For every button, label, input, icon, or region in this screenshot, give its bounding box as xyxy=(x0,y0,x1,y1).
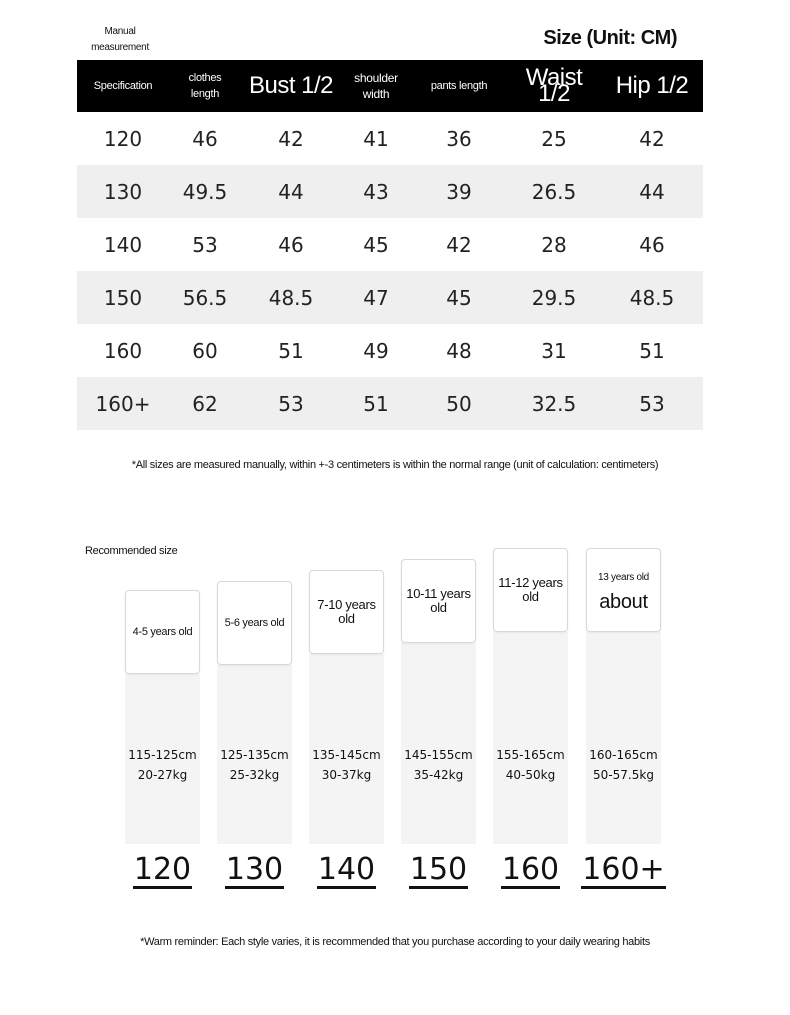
table-cell: 45 xyxy=(411,271,507,324)
table-cell: 46 xyxy=(639,232,665,257)
header-cell-waist: Waist 1/2 xyxy=(507,60,601,112)
table-cell: 36 xyxy=(446,126,472,151)
size-number: 130 xyxy=(225,852,284,887)
measurement-note: *All sizes are measured manually, within +-3 centimeters is within the normal range (unit of calculation: centimeters) xyxy=(131,459,659,471)
table-cell: 140 xyxy=(103,232,143,257)
table-cell: 39 xyxy=(411,165,507,218)
size-number: 160 xyxy=(501,852,560,887)
manual-line-1: Manual xyxy=(104,26,136,37)
height-weight: 125-135cm 25-32kg xyxy=(220,748,289,782)
table-cell: 25 xyxy=(541,126,567,151)
table-cell: 42 xyxy=(446,232,472,257)
table-cell: 51 xyxy=(341,377,411,430)
table-header-row xyxy=(77,60,703,112)
header-cell-hip: Hip 1/2 xyxy=(601,60,703,112)
table-cell: 53 xyxy=(601,377,703,430)
table-row xyxy=(77,271,703,324)
table-cell: 160 xyxy=(103,338,143,363)
table-row xyxy=(77,377,703,430)
table-cell: 50 xyxy=(411,377,507,430)
header-cell-pants-length: pants length xyxy=(411,60,507,112)
age-card: 10-11 years old xyxy=(401,559,476,643)
table-row xyxy=(77,218,703,271)
table-cell: 45 xyxy=(363,232,389,257)
age-card: 13 years old about xyxy=(586,548,661,632)
age-card: 5-6 years old xyxy=(217,581,292,665)
height-weight: 115-125cm 20-27kg xyxy=(128,748,197,782)
table-row xyxy=(77,112,703,165)
column-bar xyxy=(586,632,661,844)
table-cell: 49.5 xyxy=(169,165,241,218)
table-cell: 51 xyxy=(639,338,665,363)
table-row xyxy=(77,324,703,377)
table-cell: 53 xyxy=(241,377,341,430)
header-cell-specification: Specification xyxy=(77,60,169,112)
table-cell: 47 xyxy=(341,271,411,324)
table-cell: 48.5 xyxy=(601,271,703,324)
table-cell: 41 xyxy=(363,126,389,151)
age-card: 11-12 years old xyxy=(493,548,568,632)
table-cell: 26.5 xyxy=(507,165,601,218)
table-cell: 51 xyxy=(278,338,304,363)
column-bar xyxy=(401,643,476,844)
table-cell: 46 xyxy=(278,232,304,257)
recommended-size-label: Recommended size xyxy=(85,545,178,557)
height-weight: 135-145cm 30-37kg xyxy=(312,748,381,782)
size-table xyxy=(77,60,703,430)
table-cell: 31 xyxy=(541,338,567,363)
manual-measurement-label xyxy=(80,24,160,56)
table-cell: 44 xyxy=(601,165,703,218)
table-cell: 42 xyxy=(278,126,304,151)
table-cell: 46 xyxy=(192,126,218,151)
height-weight: 160-165cm 50-57.5kg xyxy=(589,748,658,782)
height-weight: 145-155cm 35-42kg xyxy=(404,748,473,782)
table-cell: 48.5 xyxy=(241,271,341,324)
table-cell: 28 xyxy=(541,232,567,257)
header-cell-shoulder-width: shoulder width xyxy=(341,60,411,112)
table-cell: 130 xyxy=(77,165,169,218)
column-bar xyxy=(493,632,568,844)
size-number: 160+ xyxy=(582,852,665,887)
table-cell: 160+ xyxy=(77,377,169,430)
header-cell-clothes-length: clothes length xyxy=(169,60,241,112)
table-cell: 43 xyxy=(341,165,411,218)
table-cell: 49 xyxy=(363,338,389,363)
table-cell: 44 xyxy=(241,165,341,218)
table-cell: 29.5 xyxy=(507,271,601,324)
table-cell: 42 xyxy=(639,126,665,151)
header-cell-bust: Bust 1/2 xyxy=(241,60,341,112)
size-unit-title: Size (Unit: CM) xyxy=(543,27,677,49)
table-cell: 32.5 xyxy=(507,377,601,430)
size-number: 120 xyxy=(133,852,192,887)
table-cell: 150 xyxy=(77,271,169,324)
size-number: 140 xyxy=(317,852,376,887)
table-cell: 48 xyxy=(446,338,472,363)
size-number: 150 xyxy=(409,852,468,887)
table-cell: 120 xyxy=(103,126,143,151)
table-cell: 62 xyxy=(169,377,241,430)
age-card: 4-5 years old xyxy=(125,590,200,674)
height-weight: 155-165cm 40-50kg xyxy=(496,748,565,782)
table-cell: 60 xyxy=(192,338,218,363)
warm-reminder-note: *Warm reminder: Each style varies, it is recommended that you purchase according to your daily wearing habits xyxy=(140,936,650,948)
table-cell: 53 xyxy=(192,232,218,257)
table-row xyxy=(77,165,703,218)
manual-line-2: measurement xyxy=(91,42,149,53)
age-card: 7-10 years old xyxy=(309,570,384,654)
table-cell: 56.5 xyxy=(169,271,241,324)
